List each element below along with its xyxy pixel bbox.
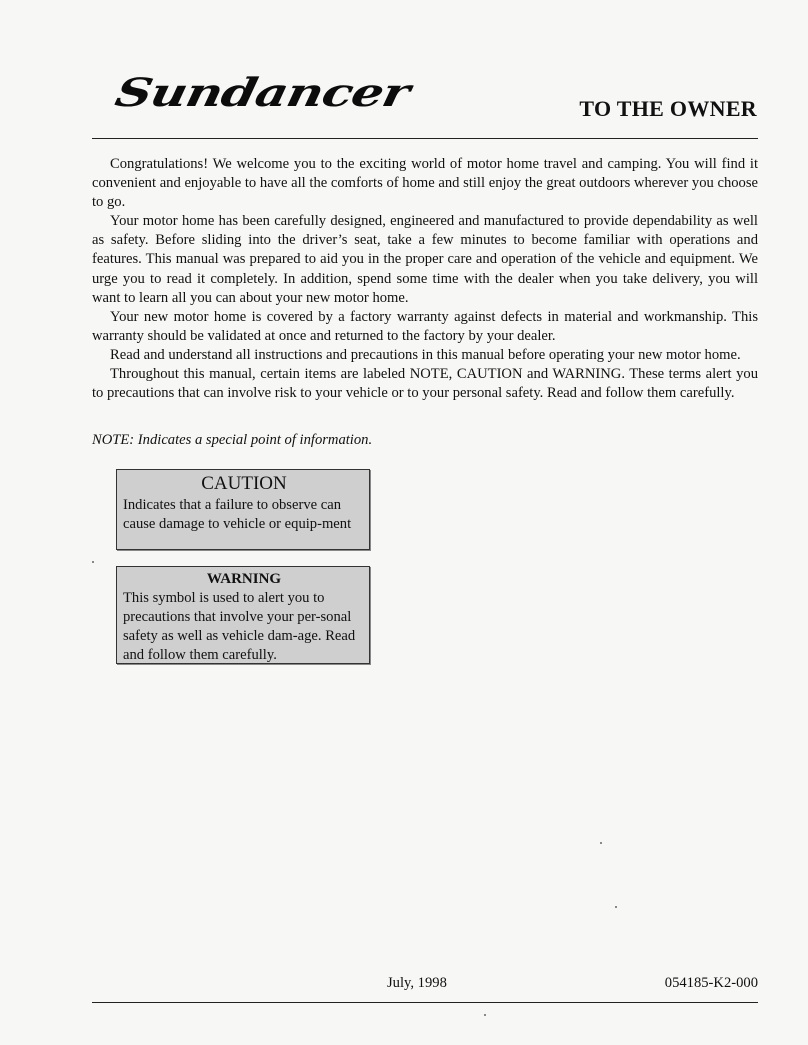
paragraph-instructions: Read and understand all instructions and precautions in this manual before operating your new motor home. bbox=[110, 346, 741, 363]
scan-speck bbox=[615, 906, 617, 908]
warning-heading: WARNING bbox=[206, 571, 282, 587]
caution-box bbox=[116, 469, 370, 550]
paragraph-welcome: Congratulations! We welcome you to the exciting world of motor home travel and camping. You will find it convenient and enjoyable to have all the comforts of home and still enjoy the great outdoors wherever you choose to go. bbox=[92, 156, 758, 211]
brand-logo: Sundancer bbox=[111, 69, 414, 116]
header-divider bbox=[92, 138, 758, 139]
warning-box bbox=[116, 566, 370, 664]
scan-speck bbox=[484, 1014, 486, 1016]
warning-text: This symbol is used to alert you to precautions that involve your per-sonal safety as well as vehicle dam-age. Read and follow them carefully. bbox=[123, 590, 356, 664]
document-code: 054185-K2-000 bbox=[664, 975, 758, 991]
note-definition: NOTE: Indicates a special point of information. bbox=[92, 432, 373, 448]
caution-text: Indicates that a failure to observe can cause damage to vehicle or equip-ment bbox=[123, 497, 352, 533]
paragraph-warranty: Your new motor home is covered by a factory warranty against defects in material and workmanship. This warranty should be validated at once and returned to the factory by your dealer. bbox=[92, 308, 758, 344]
intro-text bbox=[92, 155, 758, 403]
paragraph-design: Your motor home has been carefully designed, engineered and manufactured to provide dependability as well as safety. Before sliding into the driver’s seat, take a few minutes to become familiar with operations and features. This manual was prepared to aid you in the proper care and operation of the vehicle and equipment. We urge you to read it completely. In addition, spend some time with the dealer when you take delivery, you will want to learn all you can about your new motor home. bbox=[92, 213, 758, 306]
footer-divider bbox=[92, 1002, 758, 1003]
scan-speck bbox=[600, 842, 602, 844]
page-title: TO THE OWNER bbox=[579, 96, 757, 121]
scan-speck bbox=[92, 561, 94, 563]
caution-heading: CAUTION bbox=[201, 473, 287, 494]
paragraph-labels: Throughout this manual, certain items are labeled NOTE, CAUTION and WARNING. These terms alert you to precautions that can involve risk to your vehicle or to your personal safety. Read and follow them carefully. bbox=[92, 366, 758, 402]
footer-date: July, 1998 bbox=[387, 975, 447, 991]
